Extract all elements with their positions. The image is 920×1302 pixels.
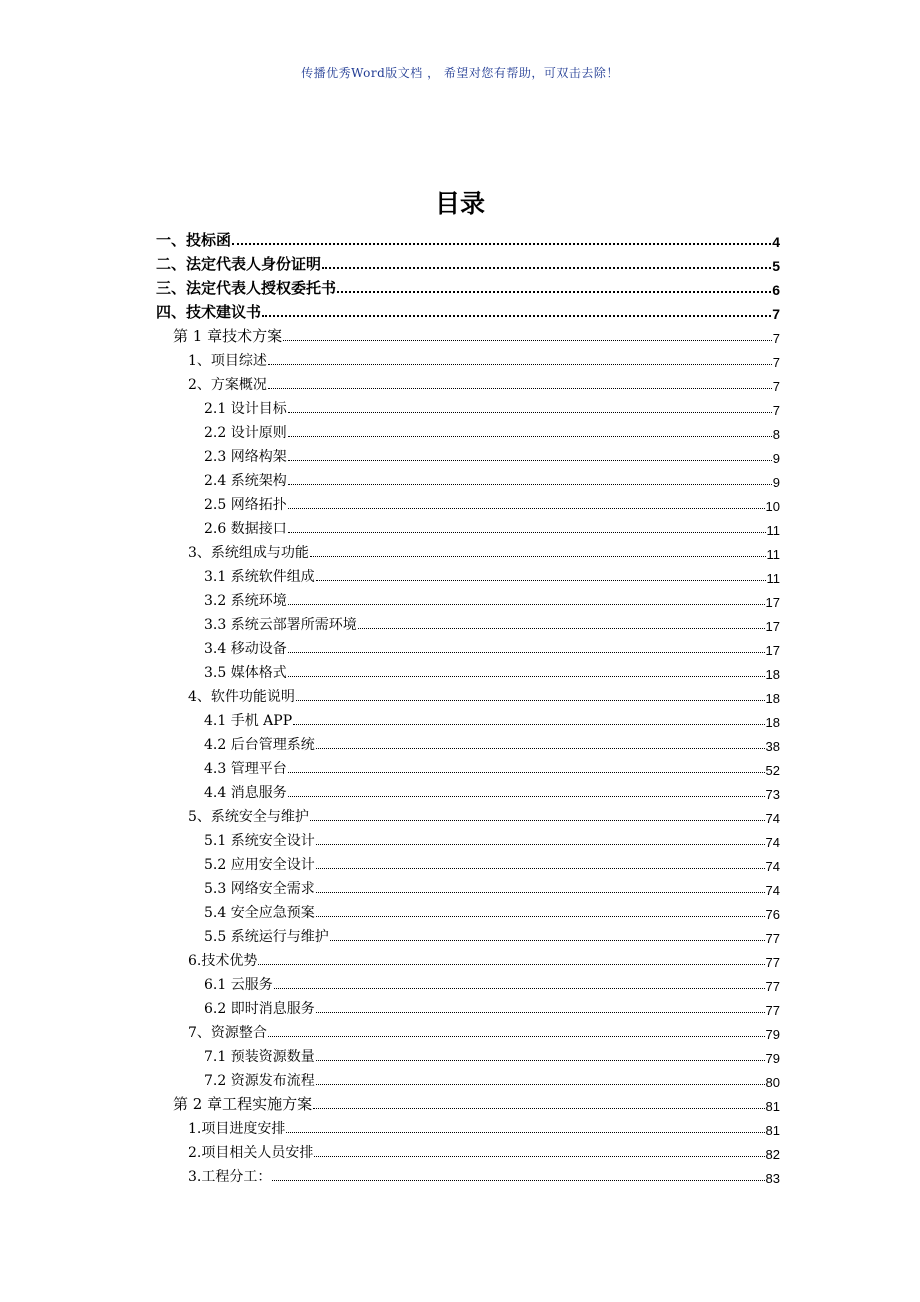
toc-entry[interactable]: [156, 754, 780, 778]
toc-entry-label: 4、软件功能说明: [188, 689, 295, 705]
toc-dot-leader: [288, 450, 772, 461]
toc-entry-label: 5.1 系统安全设计: [204, 833, 315, 849]
toc-dot-leader: [272, 1170, 764, 1181]
toc-entry-label: 5.4 安全应急预案: [204, 905, 315, 921]
toc-entry-label: 二、法定代表人身份证明: [156, 255, 322, 273]
toc-entry[interactable]: [156, 514, 780, 538]
toc-entry-label: 1、项目综述: [188, 353, 267, 369]
toc-entry[interactable]: [156, 1018, 780, 1042]
toc-entry[interactable]: [156, 994, 780, 1018]
toc-entry-page-number: 73: [765, 787, 780, 802]
toc-entry-label: 3.2 系统环境: [204, 593, 287, 609]
toc-entry[interactable]: [156, 562, 780, 586]
toc-entry-label: 2.项目相关人员安排: [188, 1145, 314, 1161]
toc-entry[interactable]: [156, 490, 780, 514]
toc-dot-leader: [288, 426, 772, 437]
toc-dot-leader: [314, 1146, 764, 1157]
toc-entry-page-number: 18: [765, 715, 780, 730]
toc-entry-page-number: 77: [765, 955, 780, 970]
toc-dot-leader: [283, 330, 772, 341]
toc-entry[interactable]: [156, 1042, 780, 1066]
table-of-contents: [156, 226, 780, 1186]
toc-dot-leader: [288, 594, 765, 605]
toc-entry[interactable]: [156, 538, 780, 562]
toc-dot-leader: [268, 1026, 765, 1037]
toc-entry[interactable]: [156, 778, 780, 802]
toc-entry[interactable]: [156, 322, 780, 346]
toc-entry-page-number: 79: [765, 1027, 780, 1042]
toc-dot-leader: [288, 666, 765, 677]
toc-entry-page-number: 82: [765, 1147, 780, 1162]
toc-entry-page-number: 10: [765, 499, 780, 514]
toc-entry-label: 4.3 管理平台: [204, 761, 287, 777]
toc-entry-page-number: 18: [765, 691, 780, 706]
toc-entry[interactable]: [156, 274, 780, 298]
toc-entry-page-number: 17: [765, 619, 780, 634]
toc-dot-leader: [316, 858, 765, 869]
toc-entry[interactable]: [156, 874, 780, 898]
toc-dot-leader: [288, 474, 772, 485]
toc-entry-label: 5.3 网络安全需求: [204, 881, 315, 897]
toc-dot-leader: [268, 378, 772, 389]
toc-entry-label: 2.4 系统架构: [204, 473, 287, 489]
toc-entry-page-number: 74: [765, 811, 780, 826]
toc-entry-label: 2.3 网络构架: [204, 449, 287, 465]
toc-entry[interactable]: [156, 1114, 780, 1138]
toc-entry[interactable]: [156, 1090, 780, 1114]
toc-entry-page-number: 77: [765, 979, 780, 994]
toc-entry-page-number: 74: [765, 883, 780, 898]
toc-entry-page-number: 11: [766, 523, 780, 538]
toc-entry-label: 一、投标函: [156, 231, 232, 249]
toc-entry[interactable]: [156, 394, 780, 418]
toc-dot-leader: [288, 762, 765, 773]
toc-entry[interactable]: [156, 634, 780, 658]
toc-entry-page-number: 17: [765, 643, 780, 658]
toc-entry-page-number: 81: [765, 1123, 780, 1138]
toc-dot-leader: [316, 738, 765, 749]
toc-entry-label: 2.1 设计目标: [204, 401, 287, 417]
toc-entry[interactable]: [156, 1066, 780, 1090]
toc-entry-label: 2.2 设计原则: [204, 425, 287, 441]
toc-entry-label: 5.5 系统运行与维护: [204, 929, 329, 945]
toc-entry-label: 3.1 系统软件组成: [204, 569, 315, 585]
toc-dot-leader: [313, 1098, 764, 1109]
toc-dot-leader: [268, 354, 772, 365]
toc-entry-page-number: 17: [765, 595, 780, 610]
toc-dot-leader: [316, 570, 766, 581]
toc-entry[interactable]: [156, 442, 780, 466]
toc-entry-page-number: 52: [765, 763, 780, 778]
toc-entry-label: 3.3 系统云部署所需环境: [204, 617, 357, 633]
toc-dot-leader: [358, 618, 765, 629]
toc-entry-label: 6.1 云服务: [204, 977, 273, 993]
toc-entry-page-number: 9: [772, 475, 780, 490]
toc-entry-page-number: 11: [766, 571, 780, 586]
toc-entry[interactable]: [156, 826, 780, 850]
toc-entry[interactable]: [156, 730, 780, 754]
toc-entry-label: 5.2 应用安全设计: [204, 857, 315, 873]
toc-entry-page-number: 5: [772, 258, 780, 274]
toc-entry-page-number: 7: [772, 379, 780, 394]
toc-dot-leader: [316, 1050, 765, 1061]
toc-dot-leader: [322, 257, 771, 269]
toc-dot-leader: [286, 1122, 764, 1133]
toc-entry[interactable]: [156, 658, 780, 682]
toc-entry-page-number: 76: [765, 907, 780, 922]
toc-entry-label: 3、系统组成与功能: [188, 545, 309, 561]
toc-entry-label: 6.2 即时消息服务: [204, 1001, 315, 1017]
toc-entry-label: 7、资源整合: [188, 1025, 267, 1041]
toc-entry-page-number: 11: [766, 547, 780, 562]
toc-entry[interactable]: [156, 946, 780, 970]
toc-entry[interactable]: [156, 850, 780, 874]
toc-entry-page-number: 7: [772, 306, 780, 322]
toc-dot-leader: [316, 882, 765, 893]
toc-entry-label: 2.5 网络拓扑: [204, 497, 287, 513]
toc-entry[interactable]: [156, 802, 780, 826]
toc-entry-page-number: 9: [772, 451, 780, 466]
toc-entry-label: 3.4 移动设备: [204, 641, 287, 657]
toc-entry-page-number: 77: [765, 1003, 780, 1018]
toc-entry-page-number: 18: [765, 667, 780, 682]
toc-entry-page-number: 74: [765, 835, 780, 850]
toc-entry-page-number: 7: [772, 331, 780, 346]
toc-entry-page-number: 38: [765, 739, 780, 754]
toc-entry[interactable]: [156, 898, 780, 922]
toc-entry-label: 1.项目进度安排: [188, 1121, 286, 1137]
toc-dot-leader: [293, 714, 764, 725]
toc-dot-leader: [288, 402, 772, 413]
toc-entry[interactable]: [156, 346, 780, 370]
toc-entry-page-number: 8: [772, 427, 780, 442]
toc-entry-label: 第 1 章技术方案: [173, 327, 283, 345]
toc-dot-leader: [316, 906, 765, 917]
toc-entry-label: 四、技术建议书: [156, 303, 262, 321]
toc-dot-leader: [316, 1074, 765, 1085]
toc-entry[interactable]: [156, 706, 780, 730]
toc-entry[interactable]: [156, 466, 780, 490]
toc-entry[interactable]: [156, 970, 780, 994]
toc-entry-label: 3.5 媒体格式: [204, 665, 287, 681]
toc-dot-leader: [330, 930, 765, 941]
toc-entry-page-number: 77: [765, 931, 780, 946]
toc-entry-label: 第 2 章工程实施方案: [173, 1095, 313, 1113]
toc-entry[interactable]: [156, 682, 780, 706]
toc-entry-label: 2.6 数据接口: [204, 521, 287, 537]
toc-dot-leader: [310, 810, 765, 821]
toc-entry[interactable]: [156, 226, 780, 250]
toc-dot-leader: [337, 281, 771, 293]
toc-entry-label: 7.2 资源发布流程: [204, 1073, 315, 1089]
toc-entry[interactable]: [156, 1138, 780, 1162]
toc-dot-leader: [316, 1002, 765, 1013]
toc-entry-label: 4.2 后台管理系统: [204, 737, 315, 753]
toc-entry[interactable]: [156, 298, 780, 322]
toc-entry-label: 3.工程分工：: [188, 1169, 272, 1185]
toc-entry-label: 5、系统安全与维护: [188, 809, 309, 825]
toc-entry-label: 三、法定代表人授权委托书: [156, 279, 337, 297]
toc-dot-leader: [274, 978, 765, 989]
toc-entry-page-number: 7: [772, 355, 780, 370]
toc-entry-page-number: 7: [772, 403, 780, 418]
toc-entry-page-number: 4: [772, 234, 780, 250]
toc-entry-page-number: 80: [765, 1075, 780, 1090]
toc-entry[interactable]: [156, 418, 780, 442]
toc-entry[interactable]: [156, 586, 780, 610]
toc-entry[interactable]: [156, 610, 780, 634]
toc-entry-label: 6.技术优势: [188, 953, 258, 969]
toc-dot-leader: [258, 954, 764, 965]
toc-entry-page-number: 81: [765, 1099, 780, 1114]
page-header-note: 传播优秀Word版文档 ， 希望对您有帮助，可双击去除！: [301, 66, 619, 80]
toc-entry-label: 2、方案概况: [188, 377, 267, 393]
toc-entry-label: 4.4 消息服务: [204, 785, 287, 801]
toc-entry[interactable]: [156, 1162, 780, 1186]
toc-dot-leader: [262, 305, 771, 317]
toc-entry-page-number: 83: [765, 1171, 780, 1186]
page-title: 目录: [434, 189, 485, 218]
toc-entry-page-number: 74: [765, 859, 780, 874]
toc-dot-leader: [316, 834, 765, 845]
toc-dot-leader: [310, 546, 766, 557]
toc-dot-leader: [288, 498, 765, 509]
toc-entry[interactable]: [156, 922, 780, 946]
toc-dot-leader: [288, 786, 765, 797]
toc-dot-leader: [288, 522, 766, 533]
toc-dot-leader: [296, 690, 765, 701]
toc-dot-leader: [288, 642, 765, 653]
toc-entry-label: 4.1 手机 APP: [204, 713, 293, 729]
toc-entry[interactable]: [156, 250, 780, 274]
toc-entry-page-number: 6: [772, 282, 780, 298]
toc-entry-label: 7.1 预装资源数量: [204, 1049, 315, 1065]
toc-entry-page-number: 79: [765, 1051, 780, 1066]
toc-entry[interactable]: [156, 370, 780, 394]
toc-dot-leader: [232, 233, 771, 245]
